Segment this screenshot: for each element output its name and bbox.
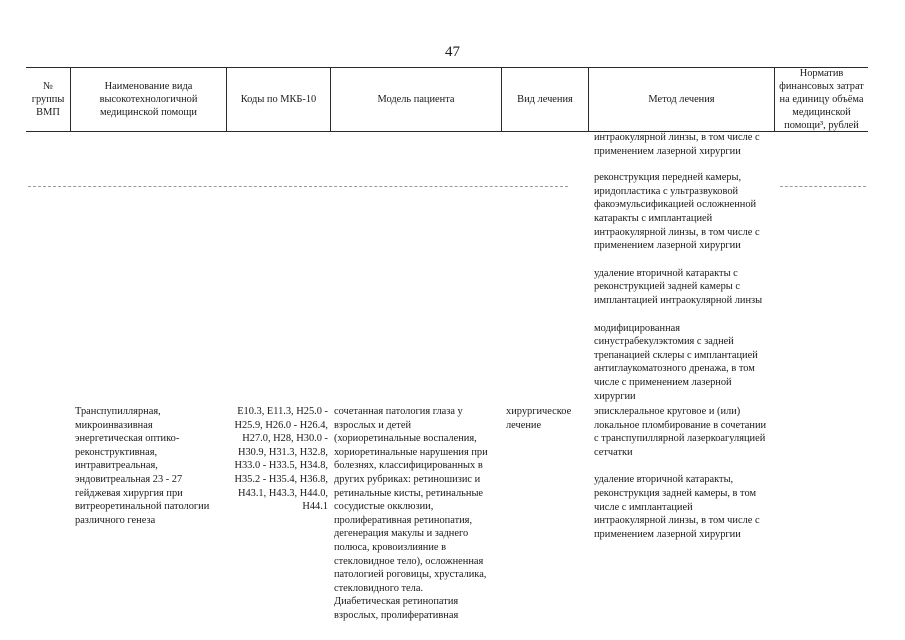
method-list-continued [594,131,784,403]
method-item: реконструкция передней камеры, иридопластика с ультразвуковой факоэмульсификацией осложненной катаракты с имплантацией интраокулярной линзы, в том числе с применением лазерной хирургии [594,172,760,252]
row-treatment-type: хирургическое лечение [506,406,572,431]
method-item: удаление вторичной катаракты, реконструкция задней камеры, в том числе с имплантацией интраокулярной линзы, в том числе с применением лазерной хирургии [594,474,760,540]
row-methods [594,405,784,541]
row-name: Транспупиллярная, микроинвазивная энергетическая оптико- реконструктивная, интравитреальная, эндовитреальная 23 - 27 гейджевая хирургия при витреоретинальной патологии различного генеза [75,406,210,526]
header-type: Вид лечения [517,93,573,105]
method-item: модифицированная синустрабекулэктомия с задней трепанацией склеры с имплантацией антиглаукоматозного дренажа, в том числе с применением лазерной хирургии [594,322,758,402]
method-item: эписклеральное круговое и (или) локальное пломбирование в сочетании с транспупиллярной лазеркоагуляцией сетчатки [594,406,767,458]
row-codes: E10.3, E11.3, H25.0 - H25.9, H26.0 - H26.4, H27.0, H28, H30.0 - H30.9, H31.3, H32.8, H33.0 - H33.5, H34.8, H35.2 - H35.4, H36.8, H43.1, H43.3, H44.0, H44.1 [234,406,328,513]
header-name: Наименование вида высокотехнологичной медицинской помощи [99,80,198,118]
header-norm: Норматив финансовых затрат на единицу объёма медицинской помощи³, рублей [779,67,864,131]
scan-artifact-line [28,186,568,187]
row-model: сочетанная патология глаза у взрослых и детей (хориоретинальные воспаления, хориоретинальные нарушения при болезнях, классифицированных в других рубриках: ретиношизис и ретинальные кисты, ретинальные сосудистые окклюзии, пролиферативная ретинопатия, дегенерация макулы и заднего полюса, кровоизлияние в стекловидное тело), осложненная патологией роговицы, хрусталика, стекловидного тела. Диабетическая ретинопатия взрослых, пролиферативная [334,406,488,621]
method-item: удаление вторичной катаракты с реконструкцией задней камеры с имплантацией интраокулярной линзы [594,267,763,306]
header-method: Метод лечения [648,93,715,105]
header-group: № группы ВМП [31,80,65,118]
method-item: интраокулярной линзы, в том числе с применением лазерной хирургии [594,132,760,157]
header-codes: Коды по МКБ-10 [240,93,317,105]
scan-artifact-line [780,186,866,187]
page-number: 47 [445,44,460,60]
header-model: Модель пациента [377,93,455,105]
